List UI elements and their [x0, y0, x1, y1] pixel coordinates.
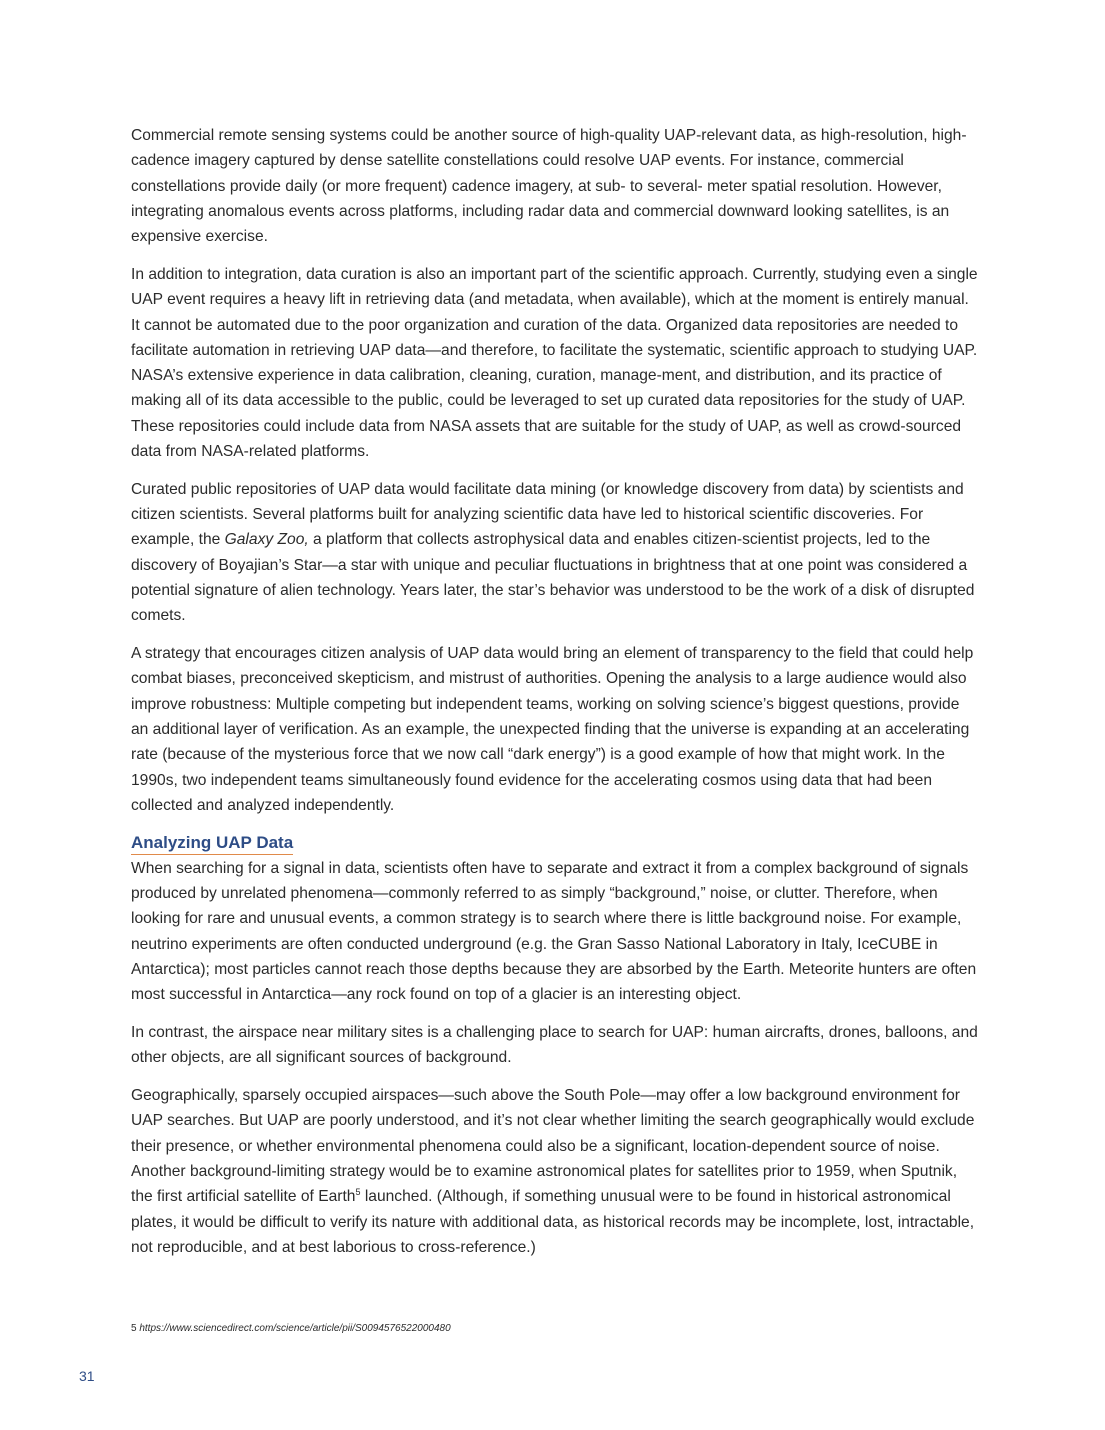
paragraph-data-curation: In addition to integration, data curation is also an important part of the scientific approach. Currently, studying even a single UAP event requires a heavy lift in retrieving data (and metadata, when available), which at the moment is entirely manual. It cannot be automated due to the poor organization and curation of the data. Organized data repositories are needed to facilitate automation in retrieving UAP data—and therefore, to facilitate the systematic, scientific approach to studying UAP. NASA’s extensive experience in data calibration, cleaning, curation, manage-ment, and distribution, and its practice of making all of its data accessible to the public, could be leveraged to set up curated data repositories for the study of UAP. These repositories could include data from NASA assets that are suitable for the study of UAP, as well as crowd-sourced data from NASA-related platforms.: [131, 265, 978, 461]
footnote-url[interactable]: https://www.sciencedirect.com/science/article/pii/S0094576522000480: [139, 1323, 451, 1334]
paragraph-public-repositories: [131, 477, 979, 629]
footnote: [131, 1322, 451, 1336]
paragraph-text: a platform that collects astrophysical data and enables citizen-scientist projects, led to the discovery of Boyajian’s Star—a star with unique and peculiar fluctuations in brightness that at one point was considered a potential signature of alien technology. Years later, the star’s behavior was understood to be the work of a disk of disrupted comets.: [131, 531, 975, 625]
paragraph-citizen-analysis: A strategy that encourages citizen analysis of UAP data would bring an element of transparency to the field that could help combat biases, preconceived skepticism, and mistrust of authorities. Opening the analysis to a large audience would also improve robustness: Multiple competing but independent teams, working on solving science’s biggest questions, provide an additional layer of verification. As an example, the unexpected finding that the universe is expanding at an accelerating rate (because of the mysterious force that we now call “dark energy”) is a good example of how that might work. In the 1990s, two independent teams simultaneously found evidence for the accelerating cosmos using data that had been collected and analyzed independently.: [131, 645, 974, 814]
paragraph-text: Curated public repositories of UAP data would facilitate data mining (or knowledge discovery from data) by scientists and citizen scientists. Several platforms built for analyzing scientific data have led to historical scientific discoveries. For example, the: [131, 480, 964, 549]
footnote-number: 5: [131, 1323, 137, 1334]
footnote-reference[interactable]: 5: [355, 1187, 361, 1198]
page-body: [131, 123, 979, 1273]
paragraph-text: launched. (Although, if something unusual were to be found in historical astronomical plates, it would be difficult to verify its nature with additional data, as historical records may be incomplete, lost, intractable, not reproducible, and at best laborious to cross-reference.): [131, 1188, 975, 1256]
paragraph-commercial-remote-sensing: Commercial remote sensing systems could be another source of high-quality UAP-relevant data, as high-resolution, high-cadence imagery captured by dense satellite constellations could resolve UAP events. For instance, commercial constellations provide daily (or more frequent) cadence imagery, at sub- to several- meter spatial resolution. However, integrating anomalous events across platforms, including radar data and commercial downward looking satellites, is an expensive exercise.: [131, 127, 967, 246]
paragraph-signal-background: When searching for a signal in data, scientists often have to separate and extract it from a complex background of signals produced by unrelated phenomena—commonly referred to as simply “background,” noise, or clutter. Therefore, when looking for rare and unusual events, a common strategy is to search where there is little background noise. For example, neutrino experiments are often conducted underground (e.g. the Gran Sasso National Laboratory in Italy, IceCUBE in Antarctica); most particles cannot reach those depths because they are absorbed by the Earth. Meteorite hunters are often most successful in Antarctica—any rock found on top of a glacier is an interesting object.: [131, 859, 977, 1004]
section-heading-wrap: [131, 831, 979, 856]
galaxy-zoo-italic: Galaxy Zoo,: [224, 531, 309, 549]
section-heading: Analyzing UAP Data: [131, 832, 293, 855]
paragraph-geographic-strategy: [131, 1083, 979, 1260]
page-number: 31: [79, 1368, 95, 1384]
paragraph-military-airspace: In contrast, the airspace near military sites is a challenging place to search for UAP: human aircrafts, drones, balloons, and other objects, are all significant sources of background.: [131, 1024, 978, 1067]
paragraph-text: Geographically, sparsely occupied airspaces—such above the South Pole—may offer a low background environment for UAP searches. But UAP are poorly understood, and it’s not clear whether limiting the search geographically would exclude their presence, or whether environmental phenomena could also be a significant, location-dependent source of noise. Another background-limiting strategy would be to examine astronomical plates for satellites prior to 1959, when Sputnik, the first artificial satellite of Earth: [131, 1087, 975, 1206]
